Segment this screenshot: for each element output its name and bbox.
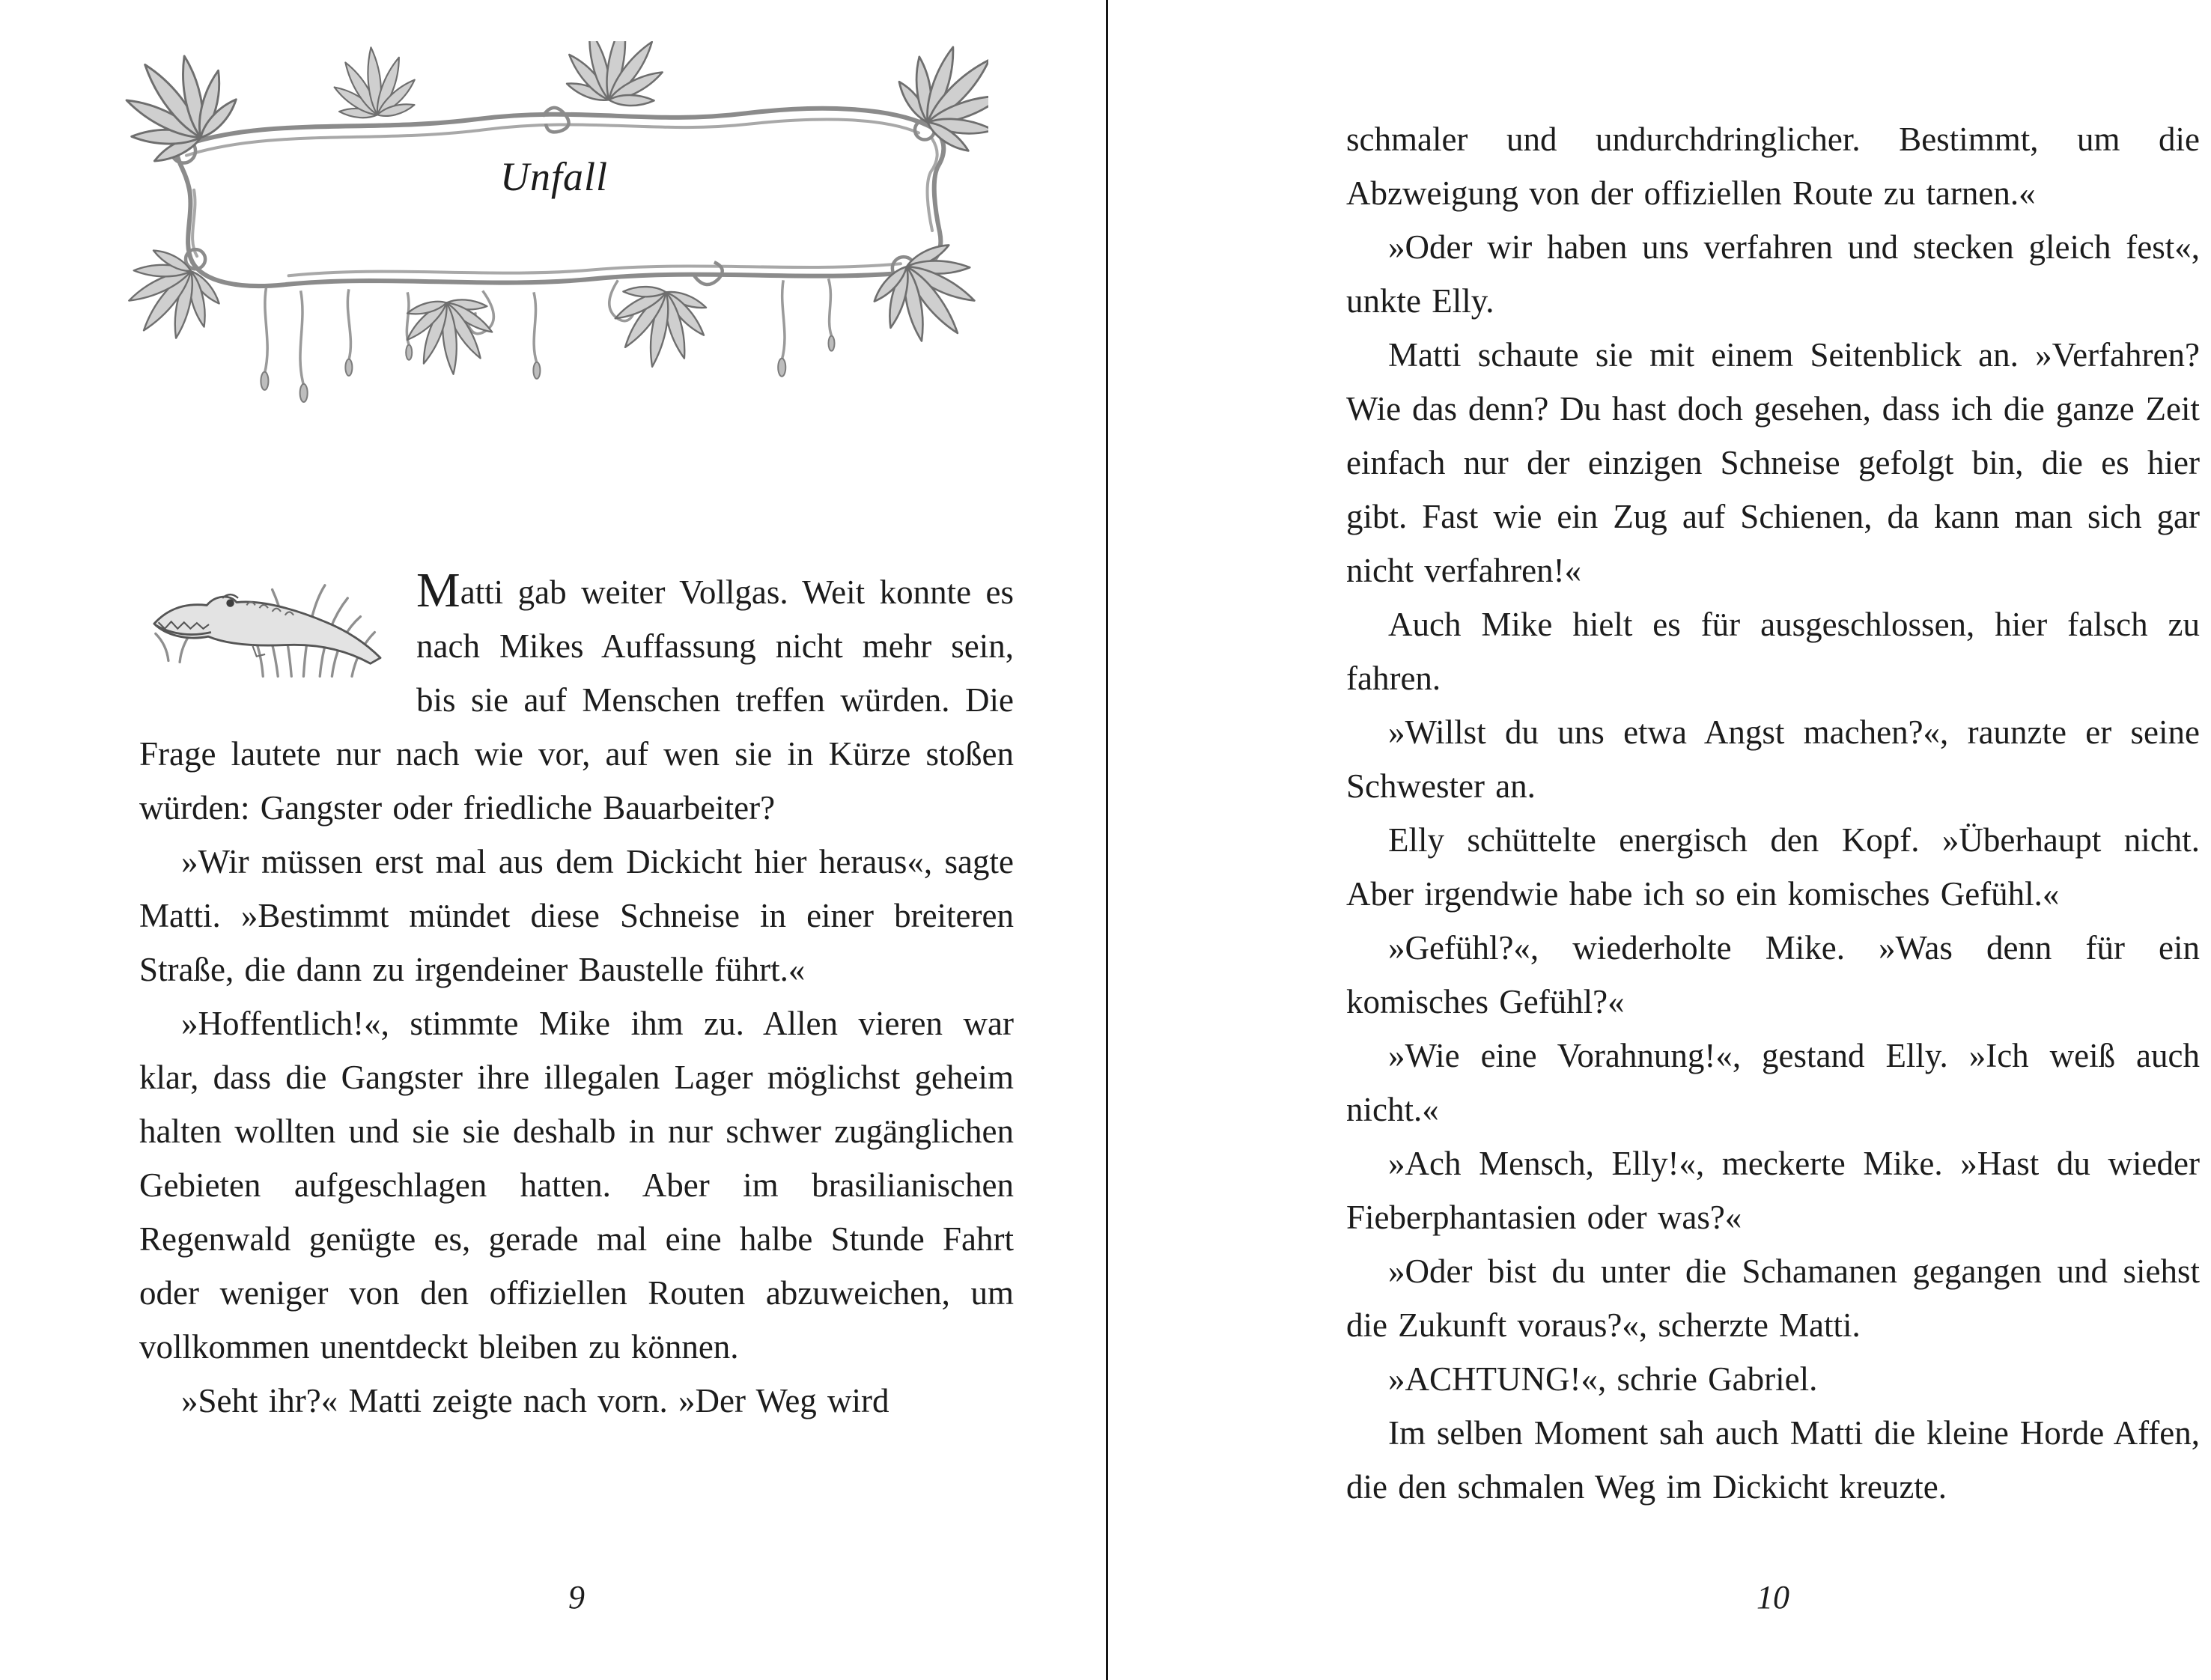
paragraph: »Willst du uns etwa Angst machen?«, raunzte er seine Schwester an. xyxy=(1346,713,2200,805)
paragraph-text: atti gab weiter Vollgas. Weit konnte es nach Mikes Auffassung nicht mehr sein, bis sie auf Menschen treffen würden. Die Frage lautete nur nach wie vor, auf wen sie in Kürze stoßen würden: Gangster oder friedliche Bauarbeiter? xyxy=(139,573,1014,827)
paragraph: Auch Mike hielt es für ausgeschlossen, hier falsch zu fahren. xyxy=(1346,606,2200,697)
paragraph: »Wir müssen erst mal aus dem Dickicht hier heraus«, sagte Matti. »Bestimmt mündet diese Schneise in einer breiteren Straße, die dann zu irgendeiner Baustelle führt.« xyxy=(139,843,1014,988)
paragraph: »Gefühl?«, wiederholte Mike. »Was denn für ein komisches Gefühl?« xyxy=(1346,929,2200,1020)
chapter-title: Unfall xyxy=(499,154,608,199)
page-number-right: 10 xyxy=(1757,1579,1789,1616)
paragraph xyxy=(139,565,1014,835)
vine-wreath-illustration xyxy=(120,41,988,410)
paragraph: Elly schüttelte energisch den Kopf. »Überhaupt nicht. Aber irgendwie habe ich so ein komisches Gefühl.« xyxy=(1346,821,2200,913)
page-number-left: 9 xyxy=(568,1579,585,1616)
paragraph: »Oder wir haben uns verfahren und stecken gleich fest«, unkte Elly. xyxy=(1346,228,2200,320)
drop-cap: M xyxy=(416,563,460,618)
paragraph: »Wie eine Vorahnung!«, gestand Elly. »Ich weiß auch nicht.« xyxy=(1346,1037,2200,1128)
paragraph: »Ach Mensch, Elly!«, meckerte Mike. »Hast du wieder Fieberphantasien oder was?« xyxy=(1346,1145,2200,1236)
crocodile-illustration xyxy=(139,568,394,682)
paragraph: schmaler und undurchdringlicher. Bestimmt, um die Abzweigung von der offiziellen Route zu tarnen.« xyxy=(1346,121,2200,212)
text-column-right xyxy=(1346,112,2200,1514)
paragraph: »Hoffentlich!«, stimmte Mike ihm zu. Allen vieren war klar, dass die Gangster ihre illegalen Lager möglichst geheim halten wollten und sie sie deshalb in nur schwer zugänglichen Gebieten aufgeschlagen hatten. Aber im brasilianischen Regenwald genügte es, gerade mal eine halbe Stunde Fahrt oder weniger von den offiziellen Routen abzuweichen, um vollkommen unentdeckt bleiben zu können. xyxy=(139,1005,1014,1366)
paragraph: Im selben Moment sah auch Matti die kleine Horde Affen, die den schmalen Weg im Dickicht kreuzte. xyxy=(1346,1414,2200,1506)
page-right xyxy=(1108,0,2211,1680)
paragraph: Matti schaute sie mit einem Seitenblick an. »Verfahren? Wie das denn? Du hast doch gesehen, dass ich die ganze Zeit einfach nur der einzigen Schneise gefolgt bin, die es hier gibt. Fast wie ein Zug auf Schienen, da kann man sich gar nicht verfahren!« xyxy=(1346,336,2200,589)
paragraph: »Oder bist du unter die Schamanen gegangen und siehst die Zukunft voraus?«, scherzte Matti. xyxy=(1346,1253,2200,1344)
paragraph: »Seht ihr?« Matti zeigte nach vorn. »Der Weg wird xyxy=(181,1382,889,1419)
chapter-header-ornament xyxy=(120,41,988,410)
paragraph: »ACHTUNG!«, schrie Gabriel. xyxy=(1388,1360,1818,1398)
text-column-left xyxy=(139,565,1014,1428)
